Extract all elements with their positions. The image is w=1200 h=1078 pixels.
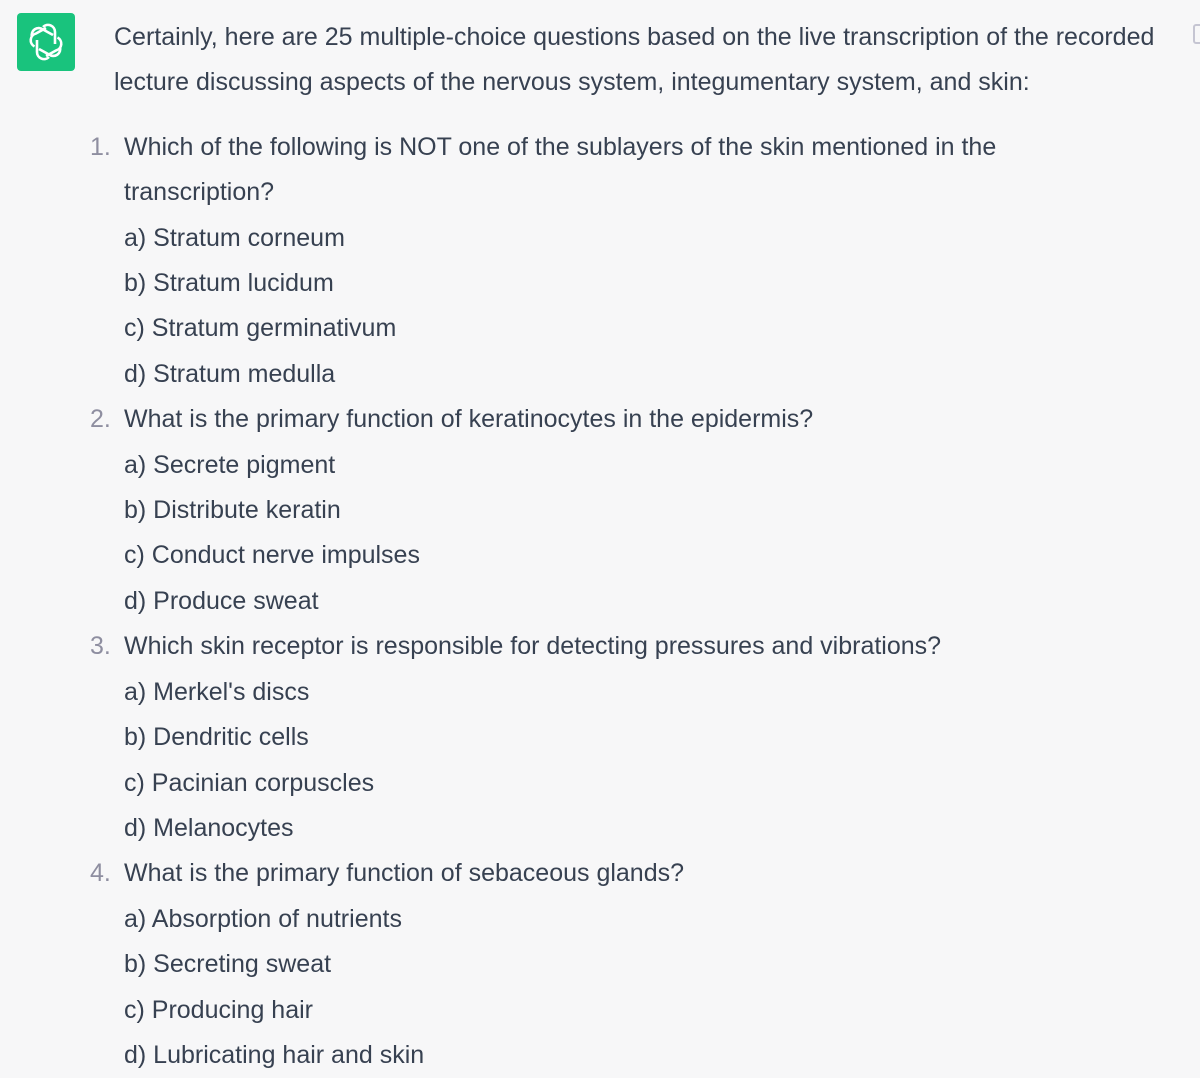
openai-logo-icon [26, 22, 66, 62]
option-item: d) Stratum medulla [124, 359, 336, 388]
option-item: a) Stratum corneum [124, 223, 345, 252]
question-item [90, 397, 1194, 624]
question-list [90, 125, 1194, 1078]
question-number: 4. [90, 859, 111, 888]
copy-icon[interactable] [1193, 24, 1200, 44]
question-text: Which skin receptor is responsible for detecting pressures and vibrations? [124, 632, 942, 661]
option-item: d) Lubricating hair and skin [124, 1040, 425, 1069]
option-item: a) Secrete pigment [124, 450, 336, 479]
question-text: Which of the following is NOT one of the sublayers of the skin mentioned in the transcription? [124, 132, 997, 207]
option-item: c) Pacinian corpuscles [124, 768, 375, 797]
option-list [124, 897, 1194, 1078]
option-item: b) Distribute keratin [124, 496, 341, 525]
option-item: d) Melanocytes [124, 813, 294, 842]
option-item: d) Produce sweat [124, 586, 319, 615]
option-list [124, 216, 1194, 398]
question-text: What is the primary function of keratinocytes in the epidermis? [124, 405, 814, 434]
option-item: a) Absorption of nutrients [124, 904, 402, 933]
question-number: 3. [90, 632, 111, 661]
option-item: c) Conduct nerve impulses [124, 541, 420, 570]
assistant-message [90, 15, 1194, 1078]
question-item [90, 125, 1194, 397]
question-number: 2. [90, 405, 111, 434]
option-list [124, 443, 1194, 625]
option-item: b) Dendritic cells [124, 723, 309, 752]
option-item: b) Secreting sweat [124, 950, 332, 979]
option-item: c) Producing hair [124, 995, 313, 1024]
message-intro: Certainly, here are 25 multiple-choice questions based on the live transcription of the recorded lecture discussing aspects of the nervous system, integumentary system, and skin: [114, 23, 1155, 97]
question-text: What is the primary function of sebaceous glands? [124, 859, 685, 888]
question-item [90, 851, 1194, 1078]
question-number: 1. [90, 132, 111, 161]
option-item: b) Stratum lucidum [124, 269, 334, 298]
option-item: a) Merkel's discs [124, 677, 310, 706]
option-list [124, 670, 1194, 852]
question-item [90, 624, 1194, 851]
assistant-avatar [17, 13, 75, 71]
option-item: c) Stratum germinativum [124, 314, 397, 343]
